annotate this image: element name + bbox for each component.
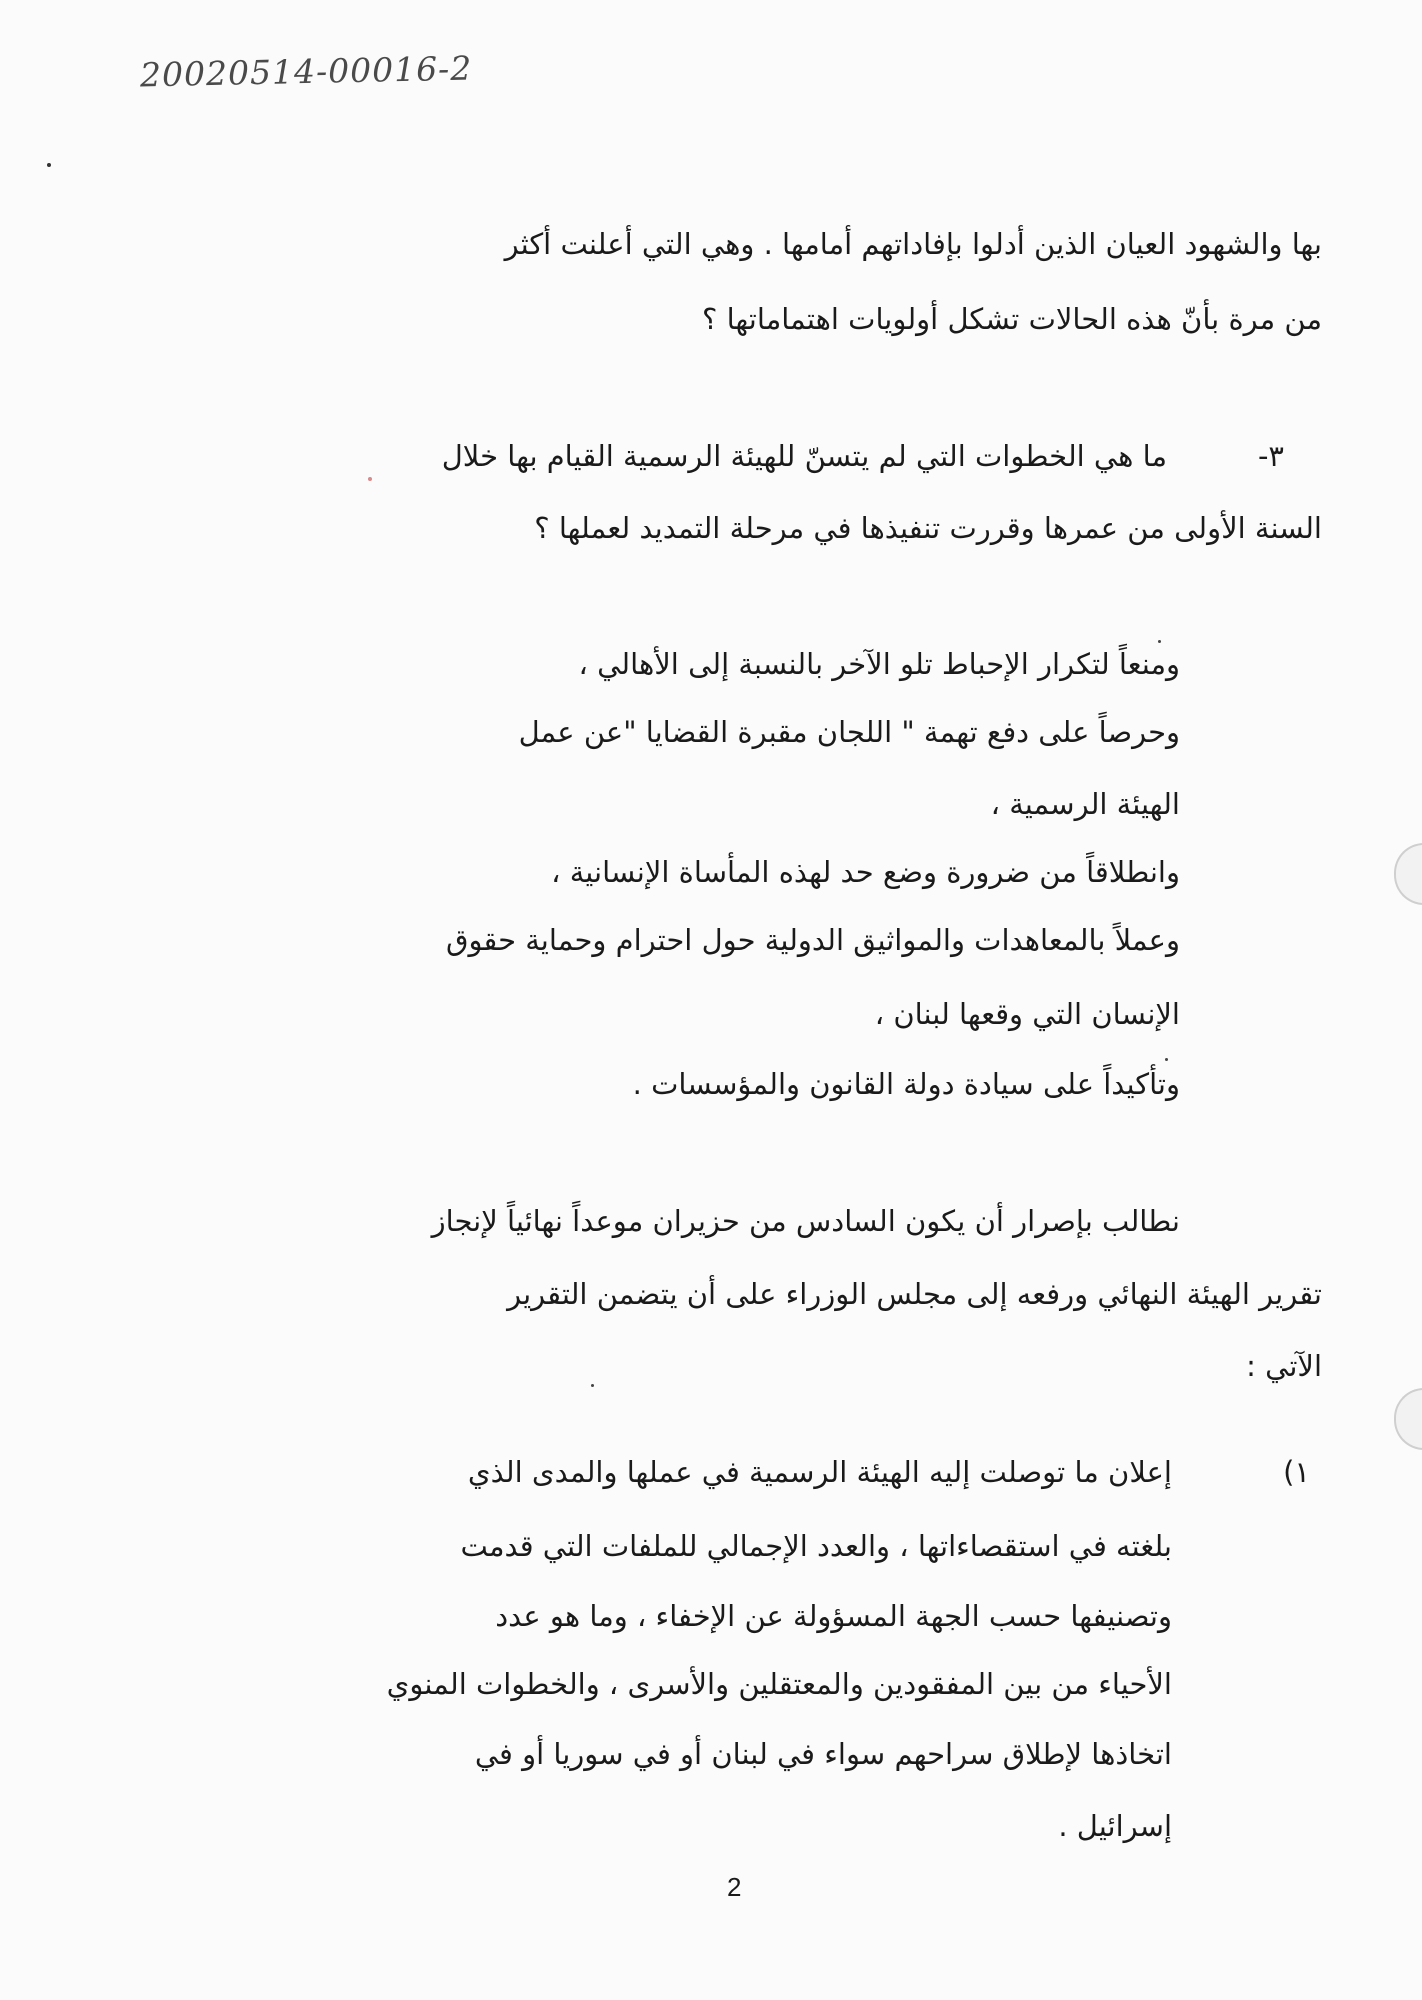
item-1-line: بلغته في استقصاءاتها ، والعدد الإجمالي للملفات التي قدمت — [460, 1529, 1172, 1563]
item-1-line: وتصنيفها حسب الجهة المسؤولة عن الإخفاء ، وما هو عدد — [495, 1599, 1172, 1633]
question-3-line-2: السنة الأولى من عمرها وقررت تنفيذها في مرحلة التمديد لعملها ؟ — [534, 511, 1322, 545]
demand-line-2: تقرير الهيئة النهائي ورفعه إلى مجلس الوزراء على أن يتضمن التقرير — [507, 1277, 1322, 1311]
item-1-number: ١) — [1283, 1455, 1310, 1489]
item-1-line: إعلان ما توصلت إليه الهيئة الرسمية في عملها والمدى الذي — [467, 1455, 1172, 1489]
ink-speck — [47, 163, 51, 167]
preamble-line: وحرصاً على دفع تهمة " اللجان مقبرة القضايا "عن عمل — [518, 715, 1180, 749]
item-1-line: الأحياء من بين المفقودين والمعتقلين والأسرى ، والخطوات المنوي — [386, 1667, 1172, 1701]
binder-hole — [1394, 843, 1422, 905]
handwritten-reference-number: 20020514-00016-2 — [139, 48, 473, 95]
page-number: 2 — [727, 1872, 742, 1902]
item-1-line: اتخاذها لإطلاق سراحهم سواء في لبنان أو في سوريا أو في — [474, 1737, 1172, 1771]
preamble-line: وانطلاقاً من ضرورة وضع حد لهذه المأساة الإنسانية ، — [551, 855, 1180, 889]
ink-speck — [368, 477, 372, 481]
preamble-line: وعملاً بالمعاهدات والمواثيق الدولية حول احترام وحماية حقوق — [445, 923, 1180, 957]
binder-hole — [1394, 1388, 1422, 1450]
intro-line-1: بها والشهود العيان الذين أدلوا بإفاداتهم أمامها . وهي التي أعلنت أكثر — [504, 227, 1322, 261]
preamble-line: الإنسان التي وقعها لبنان ، — [874, 997, 1180, 1031]
ink-speck — [1165, 1058, 1168, 1061]
preamble-line: الهيئة الرسمية ، — [990, 787, 1180, 821]
preamble-line: ومنعاً لتكرار الإحباط تلو الآخر بالنسبة إلى الأهالي ، — [578, 647, 1180, 681]
question-3-line-1: ما هي الخطوات التي لم يتسنّ للهيئة الرسمية القيام بها خلال — [441, 439, 1167, 473]
preamble-line: وتأكيداً على سيادة دولة القانون والمؤسسات . — [632, 1067, 1180, 1101]
intro-line-2: من مرة بأنّ هذه الحالات تشكل أولويات اهتماماتها ؟ — [701, 302, 1322, 336]
ink-speck — [1158, 640, 1161, 643]
demand-line-3: الآتي : — [1246, 1349, 1322, 1383]
demand-line-1: نطالب بإصرار أن يكون السادس من حزيران موعداً نهائياً لإنجاز — [431, 1204, 1180, 1238]
question-3-number: ٣- — [1257, 439, 1284, 473]
item-1-line: إسرائيل . — [1058, 1809, 1172, 1843]
ink-speck — [591, 1384, 594, 1387]
